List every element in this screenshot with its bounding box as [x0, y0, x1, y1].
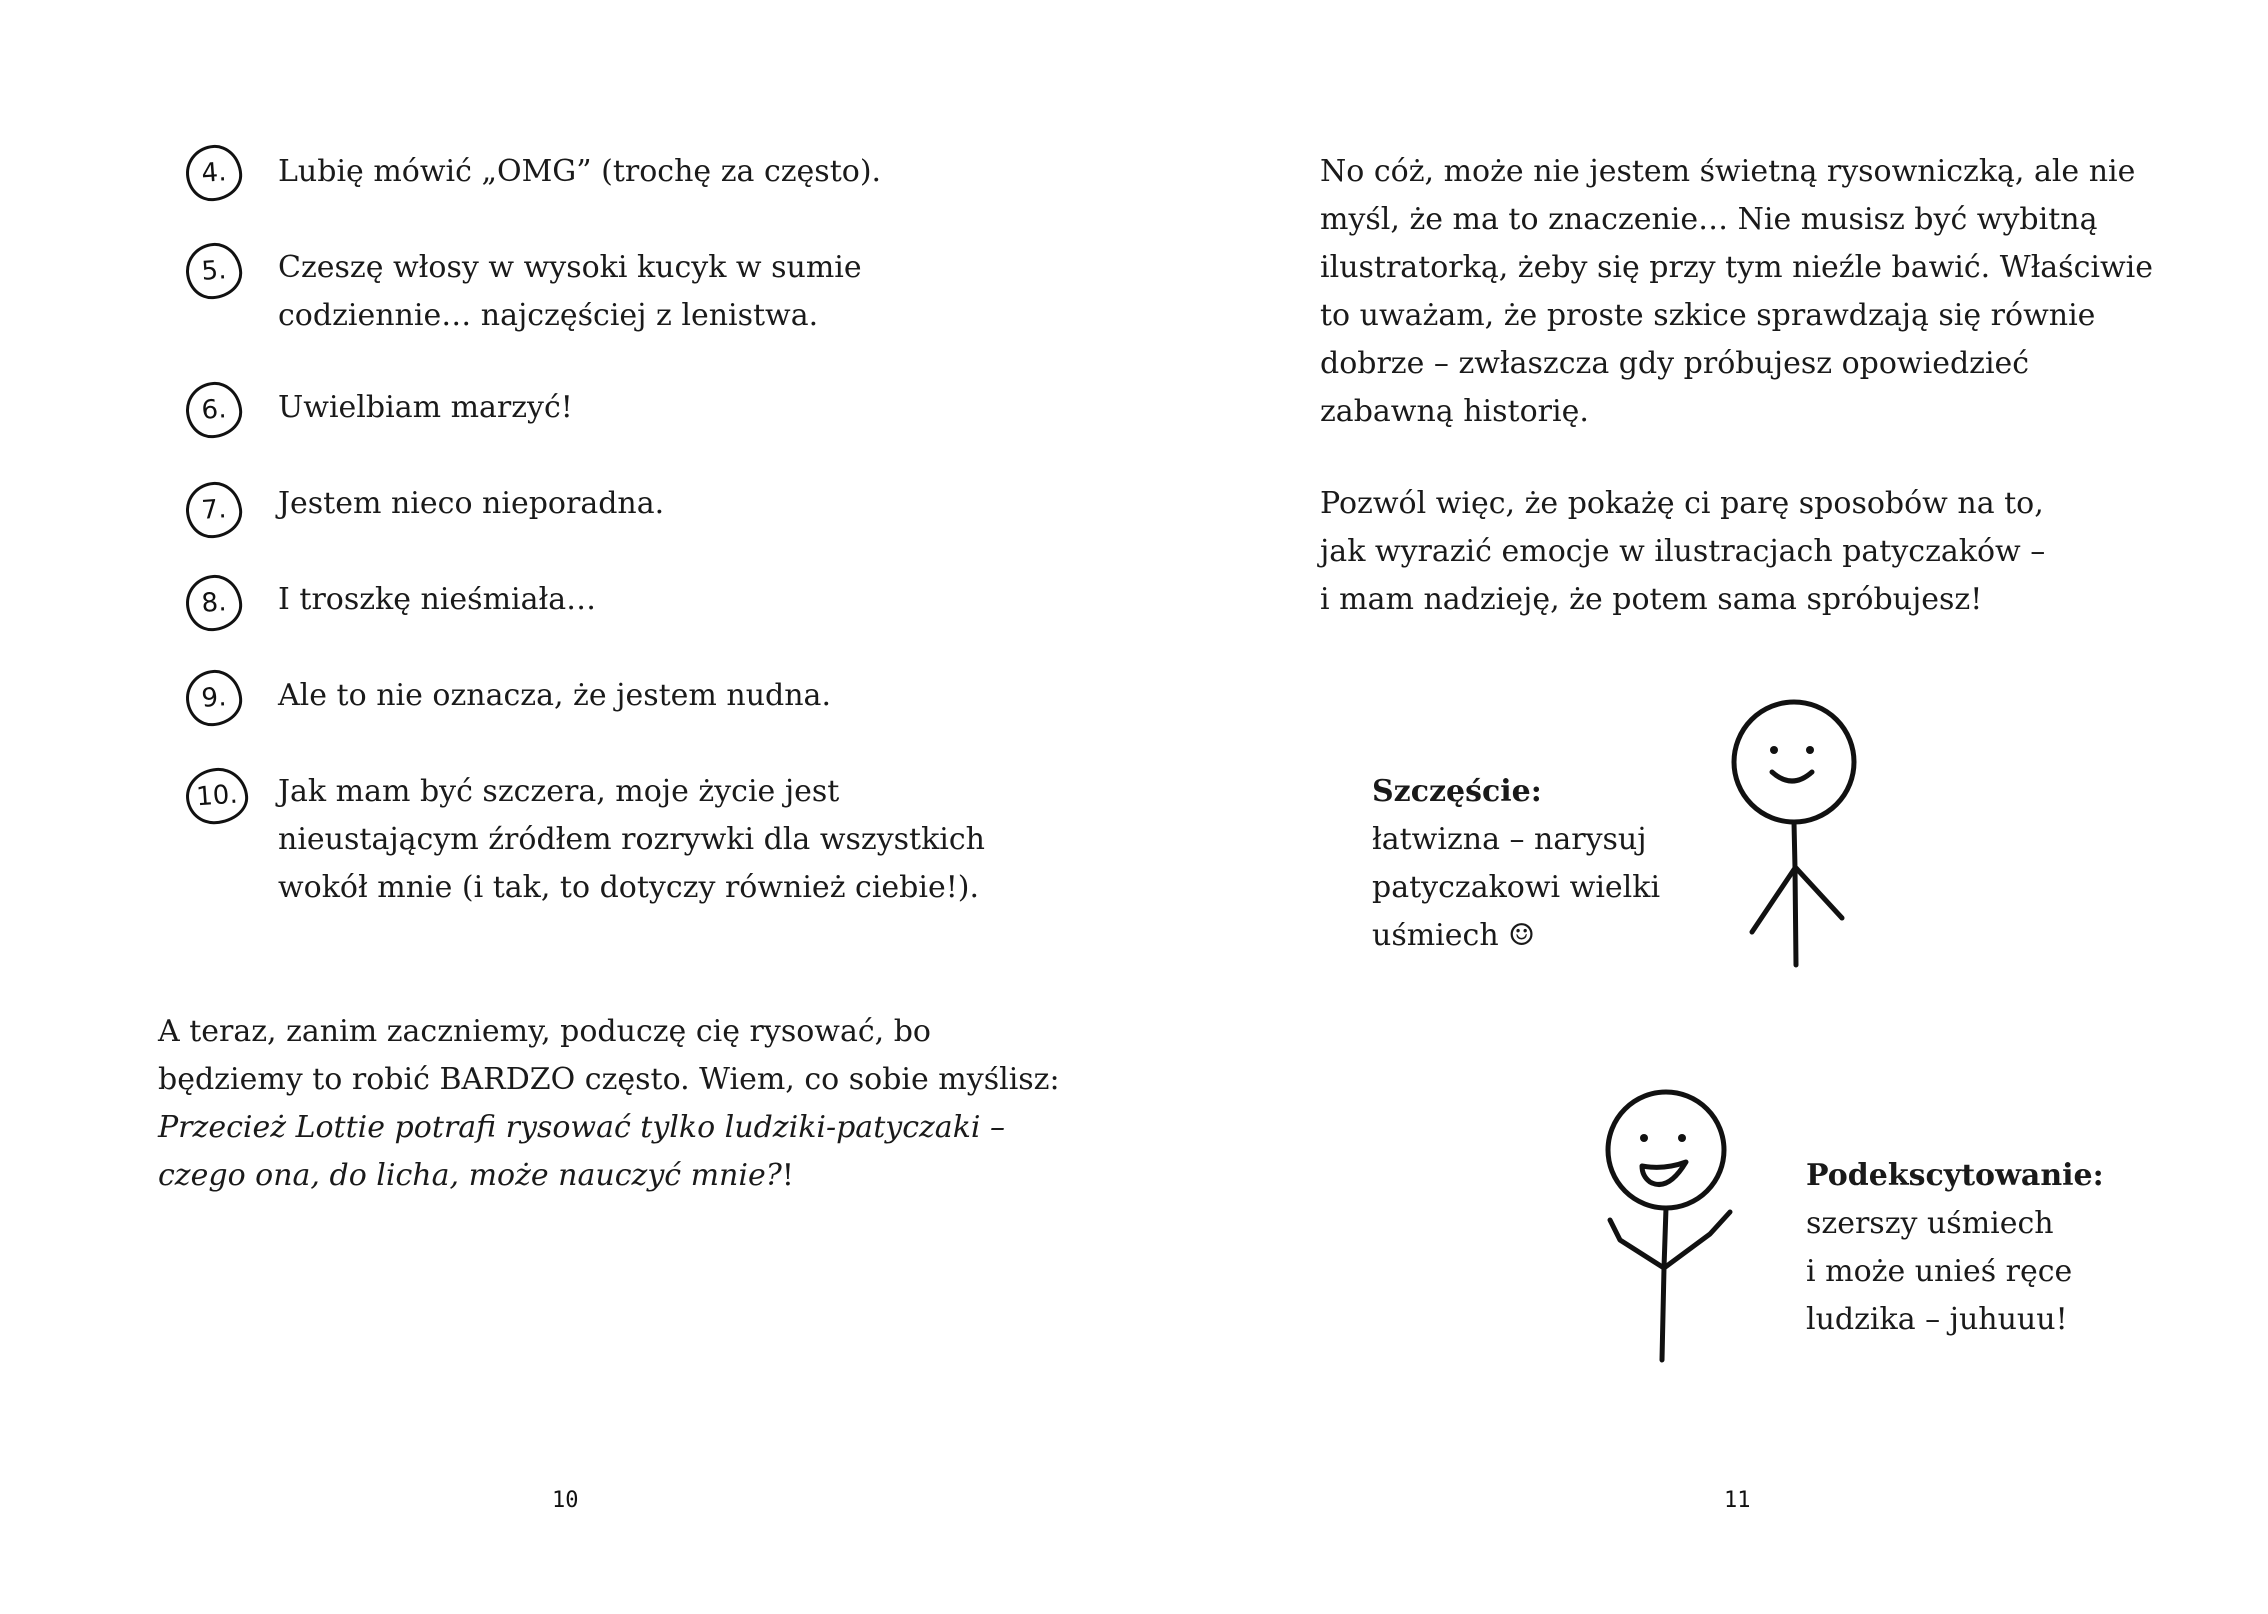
caption-line: ludzika – juhuuu!	[1806, 1302, 2068, 1337]
happy-stick-figure-illustration	[1724, 700, 1884, 970]
paragraph-line: myśl, że ma to znaczenie… Nie musisz być wybitną	[1320, 202, 2098, 237]
caption-line: szerszy uśmiech	[1806, 1206, 2054, 1241]
figure-body	[1794, 822, 1796, 965]
list-number-badge: 9.	[184, 668, 244, 728]
paragraph-line: A teraz, zanim zaczniemy, poduczę cię rysować, bo	[158, 1014, 931, 1049]
list-item-line: wokół mnie (i tak, to dotyczy również ciebie!).	[278, 870, 980, 905]
figure-arm	[1796, 868, 1842, 918]
caption-line: patyczakowi wielki	[1372, 870, 1661, 905]
figure-smile	[1772, 772, 1812, 781]
paragraph-line: jak wyrazić emocje w ilustracjach patyczaków –	[1320, 534, 2046, 569]
figure-head	[1734, 702, 1854, 822]
figure-head	[1608, 1092, 1724, 1208]
excitement-caption	[1806, 1152, 2226, 1344]
intro-paragraph	[1320, 148, 2220, 436]
list-number-badge: 5.	[184, 241, 244, 301]
caption-line: i może unieś ręce	[1806, 1254, 2073, 1289]
figure-eye	[1678, 1134, 1686, 1142]
excited-stick-figure-illustration	[1580, 1088, 1760, 1368]
list-item-line: I troszkę nieśmiała…	[278, 582, 597, 617]
intro-paragraph-2	[1320, 480, 2220, 624]
list-number-badge: 8.	[184, 573, 244, 633]
list-item-text	[278, 148, 998, 196]
page-number: 10	[552, 1488, 579, 1513]
list-item-text	[278, 576, 998, 624]
closing-paragraph	[158, 1008, 1058, 1200]
figure-arm	[1752, 868, 1795, 932]
list-item-text	[278, 768, 998, 912]
list-item-line: Czeszę włosy w wysoki kucyk w sumie	[278, 250, 862, 285]
list-number-badge: 10.	[184, 766, 250, 826]
list-item-line: codziennie… najczęściej z lenistwa.	[278, 298, 819, 333]
happiness-caption	[1372, 768, 1712, 960]
caption-title: Podekscytowanie:	[1806, 1158, 2104, 1193]
paragraph-line: i mam nadzieję, że potem sama spróbujesz!	[1320, 582, 1983, 617]
list-item-line: Ale to nie oznacza, że jestem nudna.	[278, 678, 831, 713]
caption-line: łatwizna – narysuj	[1372, 822, 1647, 857]
list-item-line: nieustającym źródłem rozrywki dla wszystkich	[278, 822, 986, 857]
list-item-line: Uwielbiam marzyć!	[278, 390, 573, 425]
paragraph-line-italic: Przecież Lottie potrafi rysować tylko ludziki-patyczaki –	[158, 1110, 1006, 1145]
list-item-line: Lubię mówić „OMG” (trochę za często).	[278, 154, 882, 189]
caption-title: Szczęście:	[1372, 774, 1542, 809]
list-item-line: Jestem nieco nieporadna.	[278, 486, 665, 521]
paragraph-line: zabawną historię.	[1320, 394, 1589, 429]
paragraph-line: ilustratorką, żeby się przy tym nieźle bawić. Właściwie	[1320, 250, 2153, 285]
list-number-badge: 6.	[184, 380, 244, 440]
paragraph-line: będziemy to robić BARDZO często. Wiem, co sobie myślisz:	[158, 1062, 1060, 1097]
figure-open-smile	[1642, 1162, 1686, 1185]
paragraph-line: No cóż, może nie jestem świetną rysowniczką, ale nie	[1320, 154, 2136, 189]
paragraph-line: to uważam, że proste szkice sprawdzają się równie	[1320, 298, 2096, 333]
paragraph-line: dobrze – zwłaszcza gdy próbujesz opowiedzieć	[1320, 346, 2030, 381]
list-item-line: Jak mam być szczera, moje życie jest	[278, 774, 840, 809]
figure-eye	[1770, 746, 1778, 754]
right-page	[1134, 0, 2268, 1614]
caption-line: uśmiech ☺	[1372, 918, 1536, 953]
list-item-text	[278, 480, 998, 528]
figure-eye	[1806, 746, 1814, 754]
list-item-text	[278, 384, 998, 432]
page-number: 11	[1724, 1488, 1751, 1513]
paragraph-line-end: !	[781, 1158, 794, 1193]
list-item-text	[278, 244, 998, 340]
list-item-text	[278, 672, 998, 720]
figure-arm-raised	[1664, 1212, 1730, 1268]
figure-eye	[1640, 1134, 1648, 1142]
list-number-badge: 7.	[184, 480, 244, 540]
paragraph-line-italic: czego ona, do licha, może nauczyć mnie?	[158, 1158, 782, 1193]
paragraph-line: Pozwól więc, że pokażę ci parę sposobów na to,	[1320, 486, 2044, 521]
figure-arm-raised	[1610, 1220, 1664, 1268]
figure-body	[1662, 1208, 1666, 1360]
list-number-badge: 4.	[184, 143, 244, 203]
